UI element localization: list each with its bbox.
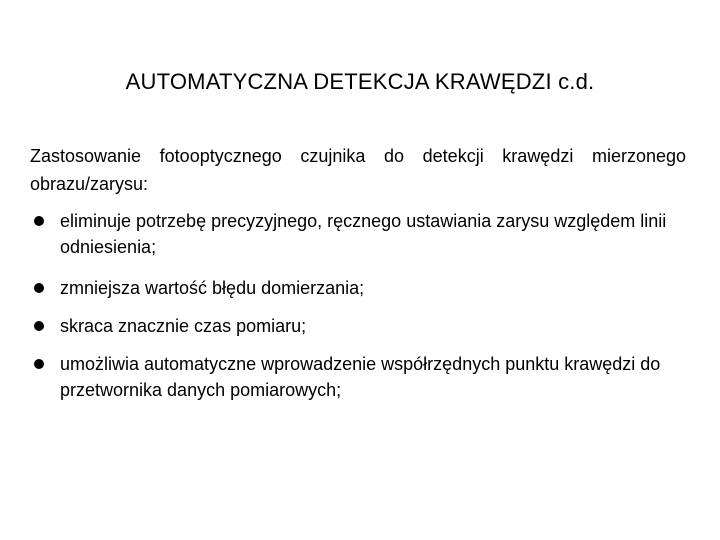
bullet-dot-icon: [34, 216, 44, 226]
bullet-dot-icon: [34, 283, 44, 293]
bullet-dot-icon: [34, 359, 44, 369]
bullet-text: eliminuje potrzebę precyzyjnego, ręcznego ustawiania zarysu względem linii odniesienia;: [60, 211, 667, 257]
intro-paragraph: Zastosowanie fotooptycznego czujnika do detekcji krawędzi mierzonego obrazu/zarysu:: [30, 146, 686, 194]
bullet-list: [30, 208, 686, 418]
bullet-item: [30, 313, 686, 339]
bullet-item: [30, 351, 686, 403]
slide-title: AUTOMATYCZNA DETEKCJA KRAWĘDZI c.d.: [125, 69, 595, 94]
bullet-text: skraca znacznie czas pomiaru;: [60, 316, 307, 336]
bullet-text: umożliwia automatyczne wprowadzenie współrzędnych punktu krawędzi do przetwornika danych pomiarowych;: [60, 354, 661, 400]
bullet-item: [30, 275, 686, 301]
bullet-dot-icon: [34, 321, 44, 331]
bullet-text: zmniejsza wartość błędu domierzania;: [60, 278, 365, 298]
bullet-item: [30, 208, 686, 260]
